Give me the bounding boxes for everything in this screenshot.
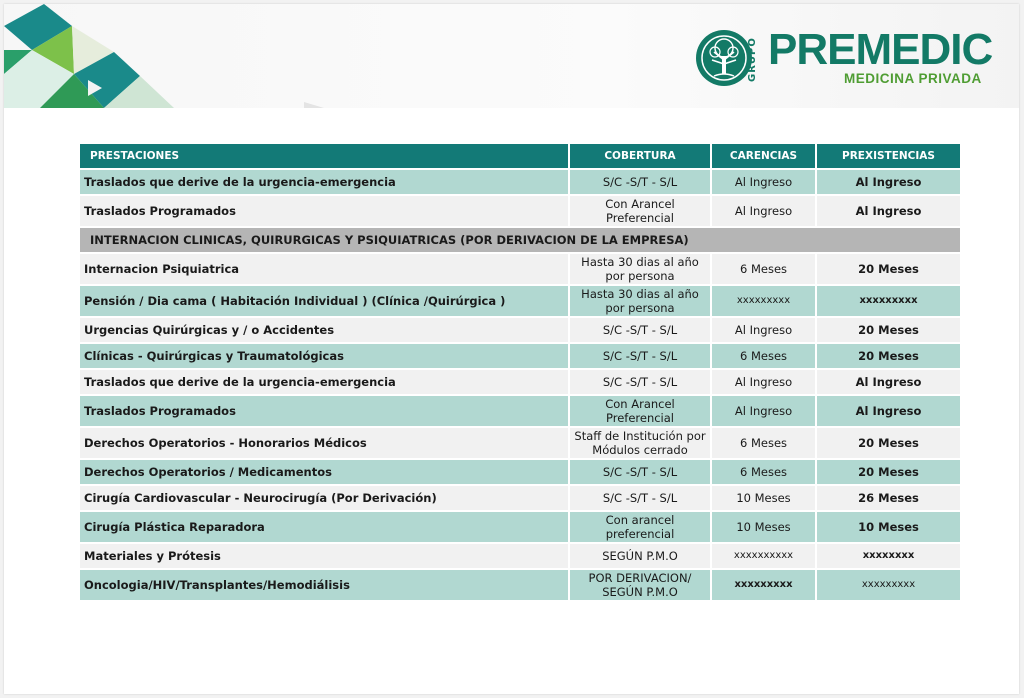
prexistencias-cell: 20 Meses: [858, 436, 919, 450]
carencias-cell: 6 Meses: [712, 344, 817, 368]
prestacion-cell: Materiales y Prótesis: [80, 544, 570, 568]
table-row: [80, 570, 960, 602]
coverage-table: [80, 144, 960, 602]
prestacion-cell: Derechos Operatorios - Honorarios Médicos: [80, 428, 570, 458]
header-prexistencias: PREXISTENCIAS: [842, 150, 935, 162]
carencias-cell: 6 Meses: [712, 428, 817, 458]
prestacion-cell: Cirugía Cardiovascular - Neurocirugía (Por Derivación): [80, 486, 570, 510]
prestacion-cell: Oncologia/HIV/Transplantes/Hemodiálisis: [80, 570, 570, 600]
carencias-cell: 6 Meses: [712, 254, 817, 284]
cobertura-cell: Con Arancel Preferencial: [570, 396, 712, 426]
header-carencias: CARENCIAS: [712, 144, 817, 168]
table-row: [80, 370, 960, 396]
header-prestaciones: PRESTACIONES: [80, 144, 570, 168]
table-row: [80, 170, 960, 196]
table-row: [80, 396, 960, 428]
table-header-row: [80, 144, 960, 170]
prestacion-cell: Urgencias Quirúrgicas y / o Accidentes: [80, 318, 570, 342]
cobertura-cell: S/C -S/T - S/L: [570, 370, 712, 394]
carencias-cell: Al Ingreso: [712, 396, 817, 426]
decorative-triangles: [4, 4, 334, 108]
prexistencias-cell: 20 Meses: [858, 262, 919, 276]
prexistencias-cell: xxxxxxxx: [862, 550, 915, 561]
cobertura-cell: S/C -S/T - S/L: [570, 170, 712, 194]
cobertura-cell: POR DERIVACION/ SEGÚN P.M.O: [570, 570, 712, 600]
cobertura-cell: Con Arancel Preferencial: [570, 196, 712, 226]
prestacion-cell: Traslados que derive de la urgencia-emergencia: [80, 170, 570, 194]
cobertura-cell: Staff de Institución por Módulos cerrado: [570, 428, 712, 458]
logo-subtitle: MEDICINA PRIVADA: [844, 71, 982, 86]
prexistencias-cell: Al Ingreso: [855, 204, 922, 218]
section-header-row: [80, 228, 960, 254]
table-row: [80, 196, 960, 228]
prestacion-cell: Derechos Operatorios / Medicamentos: [80, 460, 570, 484]
prexistencias-cell: xxxxxxxxx: [859, 295, 918, 306]
table-row: [80, 460, 960, 486]
cobertura-cell: S/C -S/T - S/L: [570, 460, 712, 484]
section-title: INTERNACION CLINICAS, QUIRURGICAS Y PSIQUIATRICAS (POR DERIVACION DE LA EMPRESA): [90, 233, 689, 247]
prestacion-cell: Traslados Programados: [80, 396, 570, 426]
carencias-cell: xxxxxxxxx: [712, 570, 817, 600]
cobertura-cell: SEGÚN P.M.O: [570, 544, 712, 568]
table-row: [80, 318, 960, 344]
cobertura-cell: Con arancel preferencial: [570, 512, 712, 542]
cobertura-cell: S/C -S/T - S/L: [570, 486, 712, 510]
prestacion-cell: Internacion Psiquiatrica: [80, 254, 570, 284]
header-cobertura: COBERTURA: [570, 144, 712, 168]
prestacion-cell: Clínicas - Quirúrgicas y Traumatológicas: [80, 344, 570, 368]
prexistencias-cell: Al Ingreso: [855, 175, 922, 189]
carencias-cell: xxxxxxxxx: [712, 286, 817, 316]
table-row: [80, 286, 960, 318]
tree-icon: [696, 30, 752, 86]
prexistencias-cell: 20 Meses: [858, 349, 919, 363]
prestacion-cell: Cirugía Plástica Reparadora: [80, 512, 570, 542]
table-row: [80, 512, 960, 544]
carencias-cell: Al Ingreso: [712, 370, 817, 394]
table-row: [80, 344, 960, 370]
prexistencias-cell: 20 Meses: [858, 323, 919, 337]
prexistencias-cell: Al Ingreso: [855, 404, 922, 418]
logo-brand-name: PREMEDIC: [768, 25, 993, 74]
carencias-cell: Al Ingreso: [712, 196, 817, 226]
prestacion-cell: Pensión / Dia cama ( Habitación Individual ) (Clínica /Quirúrgica ): [80, 286, 570, 316]
prexistencias-cell: Al Ingreso: [855, 375, 922, 389]
carencias-cell: Al Ingreso: [712, 318, 817, 342]
cobertura-cell: Hasta 30 dias al año por persona: [570, 286, 712, 316]
carencias-cell: 6 Meses: [712, 460, 817, 484]
carencias-cell: 10 Meses: [712, 486, 817, 510]
document-page: [4, 4, 1019, 694]
carencias-cell: xxxxxxxxxx: [712, 544, 817, 568]
prestacion-cell: Traslados Programados: [80, 196, 570, 226]
prexistencias-cell: 26 Meses: [858, 491, 919, 505]
table-row: [80, 428, 960, 460]
prexistencias-cell: 20 Meses: [858, 465, 919, 479]
table-row: [80, 544, 960, 570]
header-band: [4, 4, 1019, 108]
premedic-logo: [696, 26, 996, 88]
table-row: [80, 254, 960, 286]
prestacion-cell: Traslados que derive de la urgencia-emergencia: [80, 370, 570, 394]
cobertura-cell: S/C -S/T - S/L: [570, 318, 712, 342]
cobertura-cell: Hasta 30 dias al año por persona: [570, 254, 712, 284]
prexistencias-cell: xxxxxxxxx: [861, 579, 916, 590]
prexistencias-cell: 10 Meses: [858, 520, 919, 534]
table-row: [80, 486, 960, 512]
cobertura-cell: S/C -S/T - S/L: [570, 344, 712, 368]
carencias-cell: 10 Meses: [712, 512, 817, 542]
carencias-cell: Al Ingreso: [712, 170, 817, 194]
logo-grupo-text: GRUPO: [747, 37, 758, 83]
